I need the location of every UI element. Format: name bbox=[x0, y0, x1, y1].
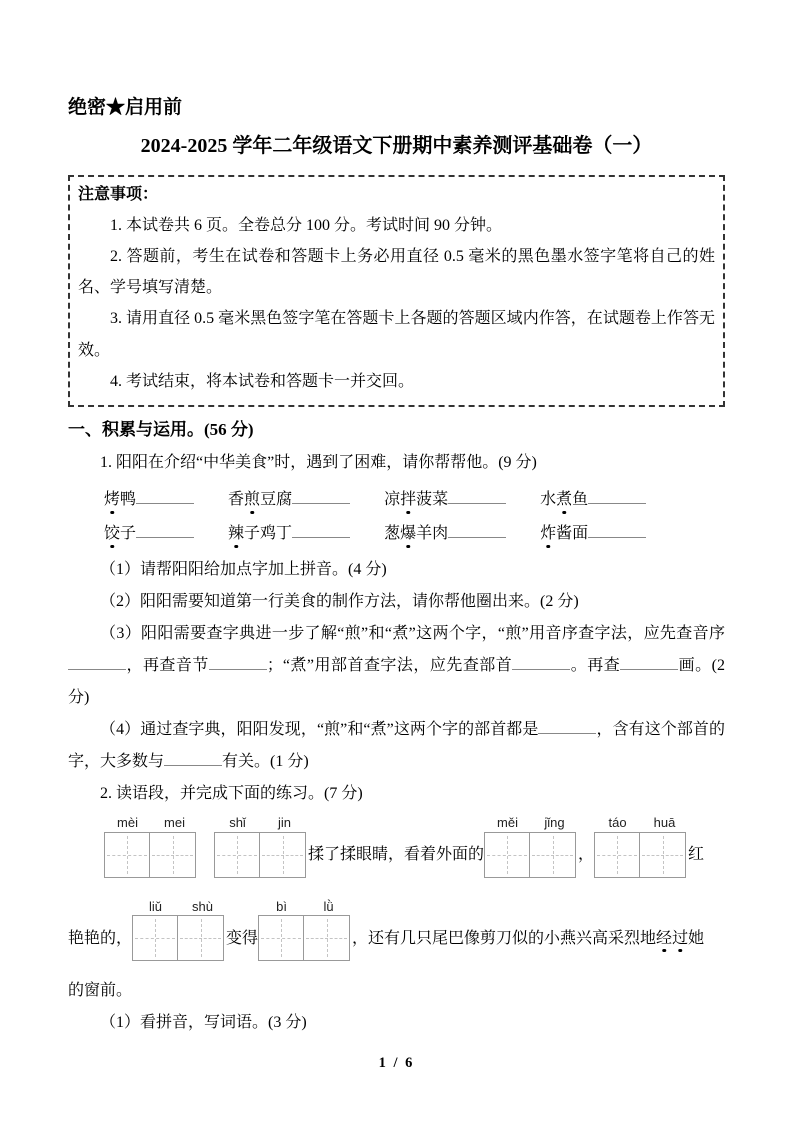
dotted-character: 爆 bbox=[400, 523, 416, 545]
dotted-character: 过 bbox=[672, 929, 688, 950]
pinyin-writing-grid bbox=[258, 898, 352, 962]
answer-blank bbox=[136, 520, 194, 538]
tianzige-cells bbox=[104, 832, 198, 878]
text-segment: 豆腐 bbox=[260, 490, 293, 508]
tianzige-cells bbox=[258, 915, 352, 961]
text-segment: ，还有几只尾巴像剪刀似的小燕兴高采烈地 bbox=[352, 929, 657, 947]
pinyin-labels bbox=[484, 814, 578, 832]
food-item bbox=[540, 486, 646, 511]
answer-blank bbox=[68, 653, 126, 671]
answer-blank bbox=[448, 486, 506, 504]
text-segment: 酱面 bbox=[556, 524, 589, 542]
pinyin-syllable: liǔ bbox=[149, 898, 163, 914]
pinyin-syllable: jǐng bbox=[544, 815, 565, 831]
passage-line-3: 的窗前。 bbox=[68, 982, 133, 1000]
pinyin-writing-grid bbox=[214, 814, 308, 878]
page-number: 1 / 6 bbox=[378, 1055, 415, 1072]
pinyin-syllable: jin bbox=[277, 815, 291, 831]
food-item bbox=[384, 486, 506, 511]
passage-line-2 bbox=[68, 898, 725, 962]
pinyin-syllable: měi bbox=[497, 815, 518, 831]
answer-blank bbox=[209, 653, 267, 671]
text-segment: ，含有这个部首的字，大多数与 bbox=[68, 721, 725, 771]
pinyin-labels bbox=[104, 814, 198, 832]
tianzige-cell bbox=[150, 832, 196, 878]
dotted-text bbox=[104, 525, 120, 542]
text-segment: 鸭 bbox=[120, 490, 137, 508]
dotted-text bbox=[244, 491, 260, 508]
notice-box bbox=[68, 175, 725, 407]
q2-sub1: （1）看拼音，写词语。(3 分) bbox=[100, 1014, 307, 1032]
dotted-character: 烤 bbox=[104, 489, 120, 511]
q1-sub2: （2）阳阳需要知道第一行美食的制作方法，请你帮他圈出来。(2 分) bbox=[100, 593, 579, 611]
text-segment: 羊肉 bbox=[416, 524, 449, 542]
text-segment: 艳艳的， bbox=[68, 929, 133, 947]
text-segment: 揉了揉眼睛，看着外面的 bbox=[308, 846, 485, 864]
pinyin-labels bbox=[594, 814, 688, 832]
secrecy-label: 绝密★启用前 bbox=[68, 97, 183, 118]
text-segment: ；“煮”用部首查字法，应先查部首 bbox=[266, 657, 513, 675]
tianzige-cell bbox=[178, 915, 224, 961]
tianzige-cell bbox=[640, 832, 686, 878]
tianzige-cell bbox=[594, 832, 640, 878]
pinyin-labels bbox=[132, 898, 226, 916]
q2-stem: 2. 读语段，并完成下面的练习。(7 分) bbox=[100, 785, 363, 803]
tianzige-cell bbox=[484, 832, 530, 878]
pinyin-writing-grid bbox=[594, 814, 688, 878]
text-segment: 鱼 bbox=[572, 490, 589, 508]
food-row-1 bbox=[68, 486, 725, 511]
pinyin-syllable: huā bbox=[653, 815, 676, 831]
answer-blank bbox=[588, 486, 646, 504]
answer-blank bbox=[292, 520, 350, 538]
notice-item: 2. 答题前，考生在试卷和答题卡上务必用直径 0.5 毫米的黑色墨水签字笔将自己的姓名、学号填写清楚。 bbox=[78, 248, 715, 297]
text-segment: 变得 bbox=[226, 929, 259, 947]
answer-blank bbox=[588, 520, 646, 538]
pinyin-labels bbox=[214, 814, 308, 832]
dotted-text bbox=[228, 525, 244, 542]
pinyin-syllable: shǐ bbox=[229, 815, 246, 831]
text-segment: 。再查 bbox=[570, 657, 621, 675]
dotted-text bbox=[656, 929, 688, 950]
tianzige-cell bbox=[304, 915, 350, 961]
text-segment: 菠菜 bbox=[416, 490, 449, 508]
tianzige-cells bbox=[484, 832, 578, 878]
tianzige-cells bbox=[132, 915, 226, 961]
dotted-text bbox=[540, 525, 556, 542]
dotted-character: 煮 bbox=[556, 489, 572, 511]
dotted-text bbox=[556, 491, 572, 508]
page-title: 2024-2025 学年二年级语文下册期中素养测评基础卷（一） bbox=[140, 134, 653, 157]
dotted-text bbox=[400, 525, 416, 542]
pinyin-syllable: shù bbox=[192, 898, 213, 914]
text-segment: 子 bbox=[120, 524, 137, 542]
answer-blank bbox=[448, 520, 506, 538]
tianzige-cell bbox=[258, 915, 304, 961]
answer-blank bbox=[292, 486, 350, 504]
dotted-text bbox=[104, 491, 120, 508]
pinyin-writing-grid bbox=[484, 814, 578, 878]
pinyin-labels bbox=[258, 898, 352, 916]
pinyin-writing-grid bbox=[104, 814, 198, 878]
food-item bbox=[228, 486, 350, 511]
answer-blank bbox=[620, 653, 678, 671]
text-segment: 水 bbox=[540, 490, 557, 508]
pinyin-syllable: táo bbox=[608, 815, 627, 831]
text-segment: 葱 bbox=[384, 524, 401, 542]
answer-blank bbox=[164, 749, 222, 767]
answer-blank bbox=[512, 653, 570, 671]
notice-item: 1. 本试卷共 6 页。全卷总分 100 分。考试时间 90 分钟。 bbox=[110, 216, 503, 234]
text-segment: （4）通过查字典，阳阳发现，“煎”和“煮”这两个字的部首都是 bbox=[100, 721, 539, 739]
food-row-2 bbox=[68, 520, 725, 545]
dotted-character: 经 bbox=[656, 929, 672, 950]
text-segment: ，再查音节 bbox=[126, 657, 209, 675]
tianzige-cell bbox=[214, 832, 260, 878]
answer-blank bbox=[538, 717, 596, 735]
pinyin-syllable: mei bbox=[164, 815, 185, 831]
tianzige-cell bbox=[530, 832, 576, 878]
answer-blank bbox=[136, 486, 194, 504]
pinyin-syllable: bì bbox=[276, 898, 287, 914]
notice-item: 4. 考试结束，将本试卷和答题卡一并交回。 bbox=[110, 372, 415, 390]
q1-sub3 bbox=[68, 618, 725, 714]
text-segment: 她 bbox=[688, 929, 705, 947]
dotted-character: 饺 bbox=[104, 523, 120, 545]
dotted-text bbox=[400, 491, 416, 508]
pinyin-syllable: mèi bbox=[117, 815, 138, 831]
q1-stem: 1. 阳阳在介绍“中华美食”时，遇到了困难，请你帮帮他。(9 分) bbox=[100, 454, 537, 471]
q1-sub1: （1）请帮阳阳给加点字加上拼音。(4 分) bbox=[100, 561, 387, 579]
text-segment: 子鸡丁 bbox=[244, 524, 293, 542]
dotted-character: 炸 bbox=[540, 523, 556, 545]
notice-heading: 注意事项： bbox=[78, 185, 159, 203]
text-segment: 香 bbox=[228, 490, 245, 508]
food-item bbox=[228, 520, 350, 545]
q1-sub4 bbox=[68, 714, 725, 778]
dotted-character: 辣 bbox=[228, 523, 244, 545]
text-segment: 有关。(1 分) bbox=[222, 753, 309, 771]
food-item bbox=[384, 520, 506, 545]
notice-items bbox=[78, 210, 715, 397]
tianzige-cell bbox=[132, 915, 178, 961]
pinyin-syllable: lǜ bbox=[323, 898, 334, 914]
tianzige-cell bbox=[260, 832, 306, 878]
food-item bbox=[104, 486, 194, 511]
text-segment: 红 bbox=[688, 846, 705, 864]
passage-line-1 bbox=[68, 814, 725, 878]
text-segment: ， bbox=[578, 846, 595, 864]
pinyin-writing-grid bbox=[132, 898, 226, 962]
tianzige-cells bbox=[214, 832, 308, 878]
tianzige-cells bbox=[594, 832, 688, 878]
text-segment: （3）阳阳需要查字典进一步了解“煎”和“煮”这两个字，“煎”用音序查字法，应先查音序 bbox=[100, 625, 725, 643]
tianzige-cell bbox=[104, 832, 150, 878]
food-item bbox=[540, 520, 646, 545]
food-item bbox=[104, 520, 194, 545]
section-one-heading: 一、积累与运用。(56 分) bbox=[68, 420, 254, 439]
notice-item: 3. 请用直径 0.5 毫米黑色签字笔在答题卡上各题的答题区域内作答，在试题卷上作答无效。 bbox=[78, 310, 715, 359]
dotted-character: 煎 bbox=[244, 489, 260, 511]
text-segment: 画。(2 分) bbox=[68, 657, 725, 707]
text-segment: 凉 bbox=[384, 490, 401, 508]
dotted-character: 拌 bbox=[400, 489, 416, 511]
